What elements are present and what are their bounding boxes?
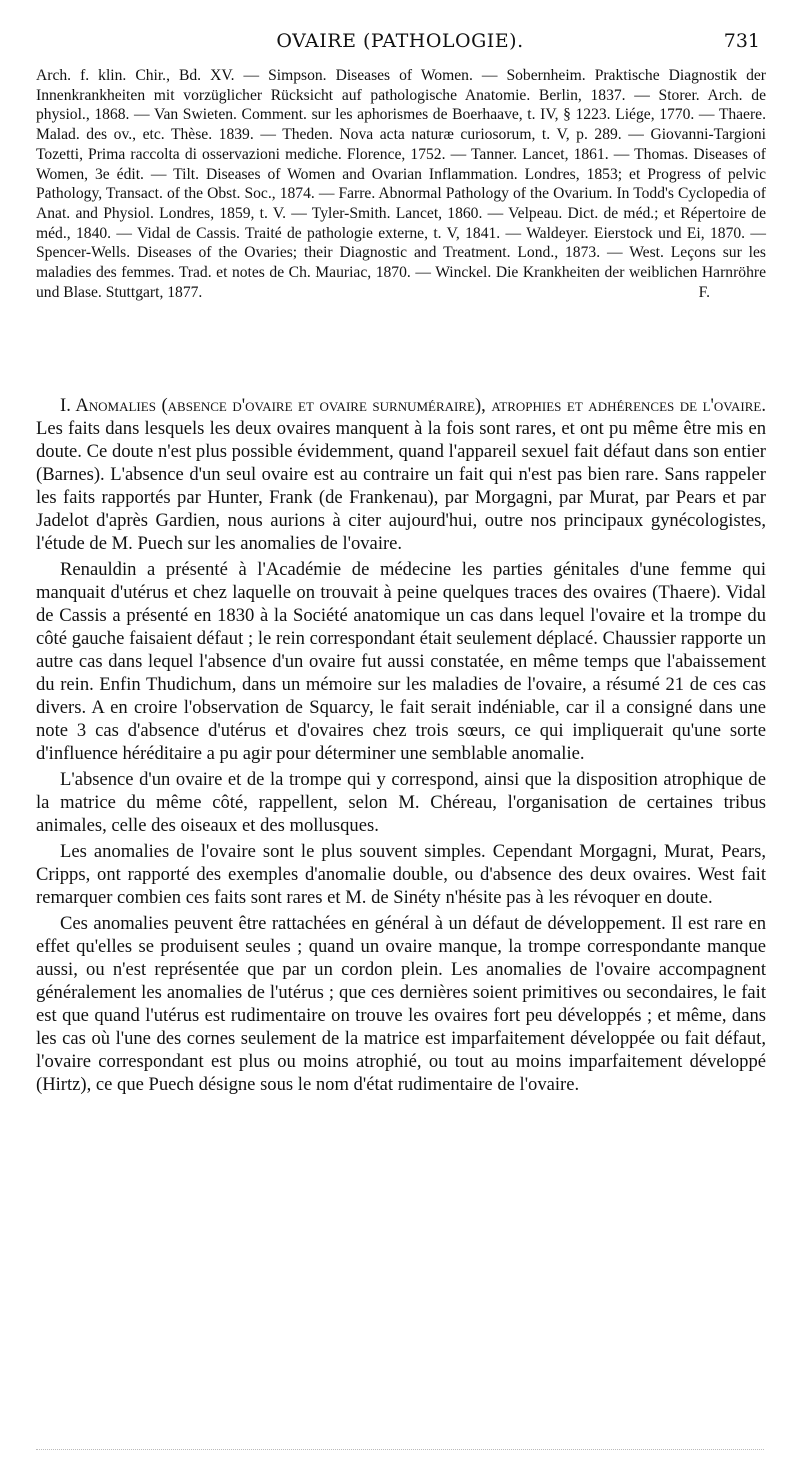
paragraph-5: Ces anomalies peuvent être rattachées en général à un défaut de développement. Il est rare en effet qu'elles se produisent seules ; quand un ovaire manque, la trompe correspondante manque aussi, ou n'est représentée que par un cordon plein. Les anomalies de l'ovaire accompagnent généralement les anomalies de l'utérus ; que ces dernières soient primitives ou secondaires, le fait est que quand l'utérus est rudimentaire on trouve les ovaires fort peu développés ; et même, dans les cas où l'une des cornes seulement de la matrice est imparfaitement développée ou fait défaut, l'ovaire correspondant est plus ou moins atrophié, ou tout au moins imparfaitement développé (Hirtz), ce que Puech désigne sous le nom d'état rudimentaire de l'ovaire. (36, 913, 766, 1095)
running-header (36, 30, 764, 58)
paragraph-1: Les faits dans lesquels les deux ovaires manquent à la fois sont rares, et ont pu même être mis en doute. Ce doute n'est plus possible évidemment, quand l'appareil sexuel fait défaut dans son entier (Barnes). L'absence d'un seul ovaire est au contraire un fait qui n'est pas bien rare. Sans rappeler les faits rapportés par Hunter, Frank (de Frankenau), par Morgagni, par Murat, par Pears et par Jadelot d'après Gardien, nous aurions à citer aujourd'hui, outre nos principaux gynécologistes, l'étude de M. Puech sur les anomalies de l'ovaire. (36, 418, 766, 554)
paragraph-3: L'absence d'un ovaire et de la trompe qui y correspond, ainsi que la disposition atrophique de la matrice du même côté, rappellent, selon M. Chéreau, l'organisation de certaines tribus animales, celle des oiseaux et des mollusques. (36, 769, 766, 836)
page-number: 731 (723, 30, 760, 52)
footer-divider (36, 1449, 764, 1450)
bibliography-text: Arch. f. klin. Chir., Bd. XV. — Simpson. Diseases of Women. — Sobernheim. Praktische Diagnostik der Innenkrankheiten mit vorzüglicher Rücksicht auf pathologische Anatomie. Berlin, 1837. — Storer. Arch. de physiol., 1868. — Van Swieten. Comment. sur les aphorismes de Boerhaave, t. IV, § 1223. Liége, 1770. — Thaere. Malad. des ov., etc. Thèse. 1839. — Theden. Nova acta naturæ curiosorum, t. V, p. 289. — Giovanni-Targioni Tozetti, Prima raccolta di osservazioni mediche. Florence, 1752. — Tanner. Lancet, 1861. — Thomas. Diseases of Women, 3e édit. — Tilt. Diseases of Women and Ovarian Inflammation. Londres, 1853; et Progress of pelvic Pathology, Transact. of the Obst. Soc., 1874. — Farre. Abnormal Pathology of the Ovarium. In Todd's Cyclopedia of Anat. and Physiol. Londres, 1859, t. V. — Tyler-Smith. Lancet, 1860. — Velpeau. Dict. de méd.; et Répertoire de méd., 1840. — Vidal de Cassis. Traité de pathologie externe, t. V, 1841. — Waldeyer. Eierstock und Ei, 1870. — Spencer-Wells. Diseases of the Ovaries; their Diagnostic and Treatment. Lond., 1873. — West. Leçons sur les maladies des femmes. Trad. et notes de Ch. Mauriac, 1870. — Winckel. Die Krankheiten der weiblichen Harnröhre und Blase. Stuttgart, 1877. (36, 67, 766, 301)
running-title: OVAIRE (PATHOLOGIE). (276, 30, 524, 52)
paragraph-2: Renauldin a présenté à l'Académie de médecine les parties génitales d'une femme qui manquait d'utérus et chez laquelle on trouvait à peine quelques traces des ovaires (Thaere). Vidal de Cassis a présenté en 1830 à la Société anatomique un cas dans lequel l'ovaire et la trompe du côté gauche faisaient défaut ; le rein correspondant était seulement déplacé. Chaussier rapporte un autre cas dans lequel l'absence d'un ovaire fut aussi constatée, en même temps que l'abaissement du rein. Enfin Thudichum, dans un mémoire sur les maladies de l'ovaire, a résumé 21 de ces cas divers. A en croire l'observation de Squarcy, le fait serait indéniable, car il a consigné dans une note 3 cas d'absence d'utérus et d'ovaires chez trois sœurs, ce qui impliquerait qu'une sorte d'influence héréditaire a pu agir pour déterminer une semblable anomalie. (36, 559, 766, 764)
author-signature: F. (698, 283, 710, 301)
section-first-paragraph (36, 394, 766, 555)
bibliography-block (36, 66, 766, 302)
section-body (36, 394, 766, 1096)
section-heading: I. Anomalies (absence d'ovaire et ovaire surnuméraire), atrophies et adhérences de l'ovaire. (60, 395, 766, 416)
paragraph-4: Les anomalies de l'ovaire sont le plus souvent simples. Cependant Morgagni, Murat, Pears, Cripps, ont rapporté des exemples d'anomalie double, ou d'absence des deux ovaires. West fait remarquer combien ces faits sont rares et M. de Sinéty n'hésite pas à les révoquer en doute. (36, 841, 766, 908)
